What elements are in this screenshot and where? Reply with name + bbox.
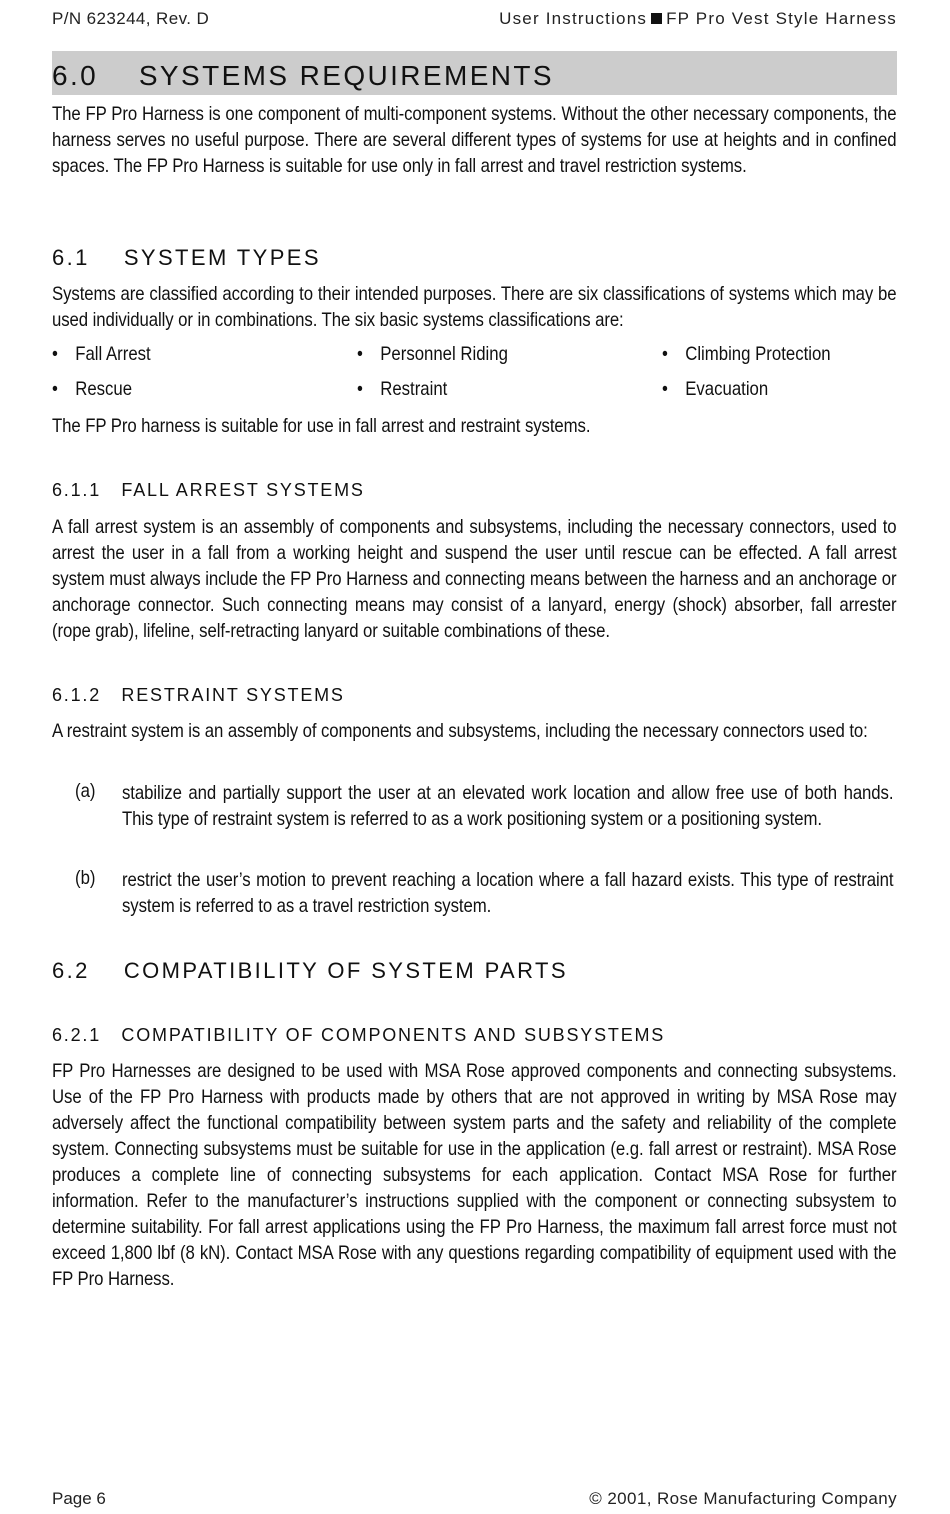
section-6-2-1-body: [52, 1058, 897, 1292]
list-item: • Climbing Protection: [662, 343, 831, 365]
paragraph: FP Pro Harnesses are designed to be used with MSA Rose approved components and connecting subsystems. Use of the FP Pro Harness with products made by others that are not approved in writing by MSA Rose may adversely affect the functional compatibility between system parts and the safety and reliability of the complete system. Connecting subsystems must be suitable for use in the application (e.g. fall arrest or restraint). MSA Rose produces a complete line of connecting subsystems for each application. Contact MSA Rose for further information. Refer to the manufacturer’s instructions supplied with the component or connecting subsystem to determine suitability. For fall arrest applications using the FP Pro Harness, the maximum fall arrest force must not exceed 1,800 lbf (8 kN). Contact MSA Rose with any questions regarding compatibility of equipment used with the FP Pro Harness.: [52, 1060, 897, 1290]
list-item: • Rescue: [52, 378, 133, 400]
item-label: (b): [75, 867, 96, 889]
paragraph: The FP Pro harness is suitable for use in fall arrest and restraint systems.: [52, 415, 591, 437]
paragraph: stabilize and partially support the user at an elevated work location and allow free use of both hands. This type of restraint system is referred to as a work positioning system or a positioning system.: [122, 782, 894, 830]
document-page: [52, 0, 897, 1514]
paragraph: restrict the user’s motion to prevent reaching a location where a fall hazard exists. This type of restraint system is referred to as a travel restriction system.: [122, 869, 894, 917]
list-item: • Evacuation: [662, 378, 769, 400]
section-6-intro: [52, 101, 897, 179]
section-6-1-heading: 6.1 SYSTEM TYPES: [52, 245, 321, 270]
list-item: • Fall Arrest: [52, 343, 151, 365]
paragraph: Systems are classified according to their intended purposes. There are six classifications of systems which may be used individually or in combinations. The six basic systems classifications are:: [52, 283, 897, 331]
section-6-1-1-heading: 6.1.1 FALL ARREST SYSTEMS: [52, 480, 365, 500]
header-product: FP Pro Vest Style Harness: [666, 9, 897, 28]
section-6-1-2-intro: [52, 718, 897, 744]
header-doc-type: User Instructions: [499, 9, 648, 28]
section-6-1-1-body: [52, 514, 897, 644]
section-6-2-1-heading: 6.2.1 COMPATIBILITY OF COMPONENTS AND SUBSYSTEMS: [52, 1025, 666, 1045]
section-6-1-intro: [52, 281, 897, 333]
section-6-heading: 6.0 SYSTEMS REQUIREMENTS: [52, 51, 897, 95]
square-bullet-icon: [651, 13, 662, 24]
header-title: [499, 9, 897, 29]
paragraph: The FP Pro Harness is one component of multi-component systems. Without the other necessary components, the harness serves no useful purpose. There are several different types of systems for use at heights and in confined spaces. The FP Pro Harness is suitable for use only in fall arrest and travel restriction systems.: [52, 103, 897, 177]
section-6-2-heading: 6.2 COMPATIBILITY OF SYSTEM PARTS: [52, 958, 568, 983]
paragraph: A restraint system is an assembly of components and subsystems, including the necessary connectors used to:: [52, 720, 868, 742]
section-6-1-2-heading: 6.1.2 RESTRAINT SYSTEMS: [52, 685, 345, 705]
item-label: (a): [75, 780, 96, 802]
page-header: [52, 9, 897, 31]
paragraph: A fall arrest system is an assembly of components and subsystems, including the necessary connectors, used to arrest the user in a fall from a working height and suspend the user until rescue can be effected. A fall arrest system must always include the FP Pro Harness and connecting means between the harness and an anchorage or anchorage connector. Such connecting means may consist of a lanyard, energy (shock) absorber, fall arrester (rope grab), lifeline, self-retracting lanyard or suitable combinations of these.: [52, 516, 897, 642]
page-number: Page 6: [52, 1489, 106, 1508]
part-number: P/N 623244, Rev. D: [52, 9, 210, 28]
copyright: © 2001, Rose Manufacturing Company: [589, 1489, 897, 1508]
list-item: • Personnel Riding: [357, 343, 508, 365]
list-item: • Restraint: [357, 378, 448, 400]
section-6-1-note: [52, 413, 897, 439]
